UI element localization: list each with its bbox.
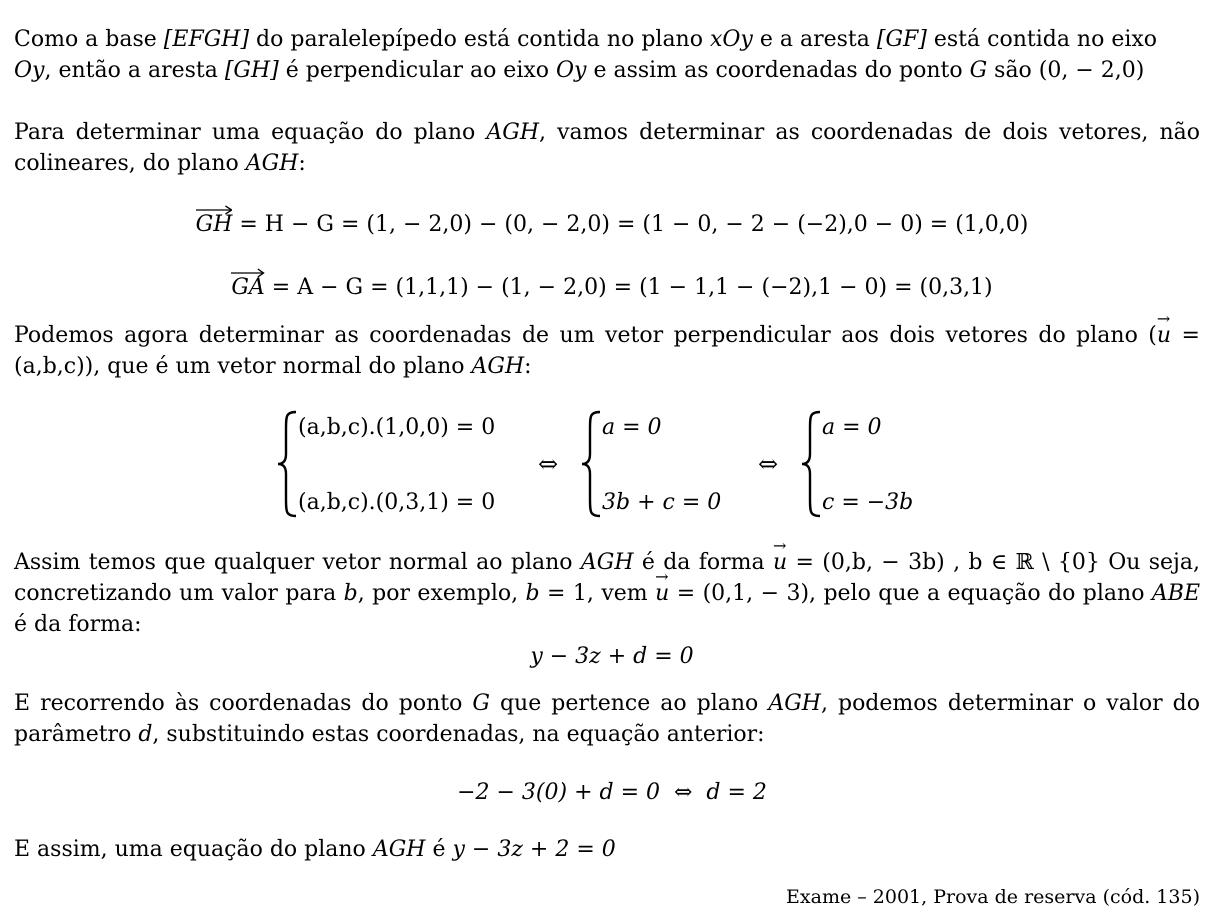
system-2-bottom: 3b + c = 0 — [602, 490, 722, 515]
paragraph-normal-form: Assim temos que qualquer vetor normal ao plano AGH é da forma → u = (0,b, − 3b) , b ∈ ℝ \ {0} Ou seja, concretizando um valor para b, por exemplo, b = 1, vem → u = (0,1, − 3), pelo que a equação do plano ABE é da forma: — [14, 547, 1200, 640]
paragraph-plane-vectors: Para determinar uma equação do plano AGH, vamos determinar as coordenadas de dois vetores, não colineares, do plano AGH: — [14, 120, 1201, 176]
paragraph-normal-vector: Podemos agora determinar as coordenadas de um vetor perpendicular aos dois vetores do plano (→ u = (a,b,c)), que é um vetor normal do plano AGH: — [14, 320, 1200, 382]
equation-plane-general: y − 3z + d = 0 — [530, 644, 694, 669]
system-2-top: a = 0 — [602, 415, 662, 440]
vector-u: → u — [1157, 320, 1171, 351]
vector-gh: GH — [196, 209, 233, 240]
paragraph-conclusion: E assim, uma equação do plano AGH é y − 3z + 2 = 0 — [14, 837, 616, 862]
equation-vector-ga: GA = A − G = (1,1,1) − (1, − 2,0) = (1 − 1,1 − (−2),1 − 0) = (0,3,1) — [0, 272, 1224, 303]
vector-arrow-icon — [196, 205, 233, 215]
left-brace-icon — [276, 410, 298, 518]
equation-vector-gh: GH = H − G = (1, − 2,0) − (0, − 2,0) = (1 − 0, − 2 − (−2),0 − 0) = (1,0,0) — [0, 209, 1224, 240]
vector-u: → u — [773, 547, 787, 578]
equation-d-value: −2 − 3(0) + d = 0 ⇔ d = 2 — [457, 780, 767, 805]
system-3-top: a = 0 — [822, 415, 882, 440]
left-brace-icon — [580, 410, 602, 518]
vector-ga: GA — [231, 272, 264, 303]
paragraph-parameter-d: E recorrendo às coordenadas do ponto G que pertence ao plano AGH, podemos determinar o valor do parâmetro d, substituindo estas coordenadas, na equação anterior: — [14, 691, 1200, 747]
vector-arrow-icon — [231, 268, 264, 278]
system-1-bottom: (a,b,c).(0,3,1) = 0 — [298, 490, 496, 515]
vector-u: → u — [655, 578, 669, 609]
system-1 — [276, 410, 536, 518]
iff-symbol-2: ⇔ — [758, 450, 779, 478]
source-footer: Exame – 2001, Prova de reserva (cód. 135) — [786, 886, 1200, 908]
system-3-bottom: c = −3b — [822, 490, 914, 515]
system-3 — [800, 410, 940, 518]
system-2 — [580, 410, 740, 518]
iff-symbol-1: ⇔ — [538, 450, 559, 478]
left-brace-icon — [800, 410, 822, 518]
paragraph-base-efgh-line2: Oy, então a aresta [GH] é perpendicular ao eixo Oy e assim as coordenadas do ponto G são (0, − 2,0) — [14, 58, 1145, 83]
system-1-top: (a,b,c).(1,0,0) = 0 — [298, 415, 496, 440]
paragraph-base-efgh: Como a base [EFGH] do paralelepípedo está contida no plano xOy e a aresta [GF] está contida no eixo — [14, 27, 1158, 52]
